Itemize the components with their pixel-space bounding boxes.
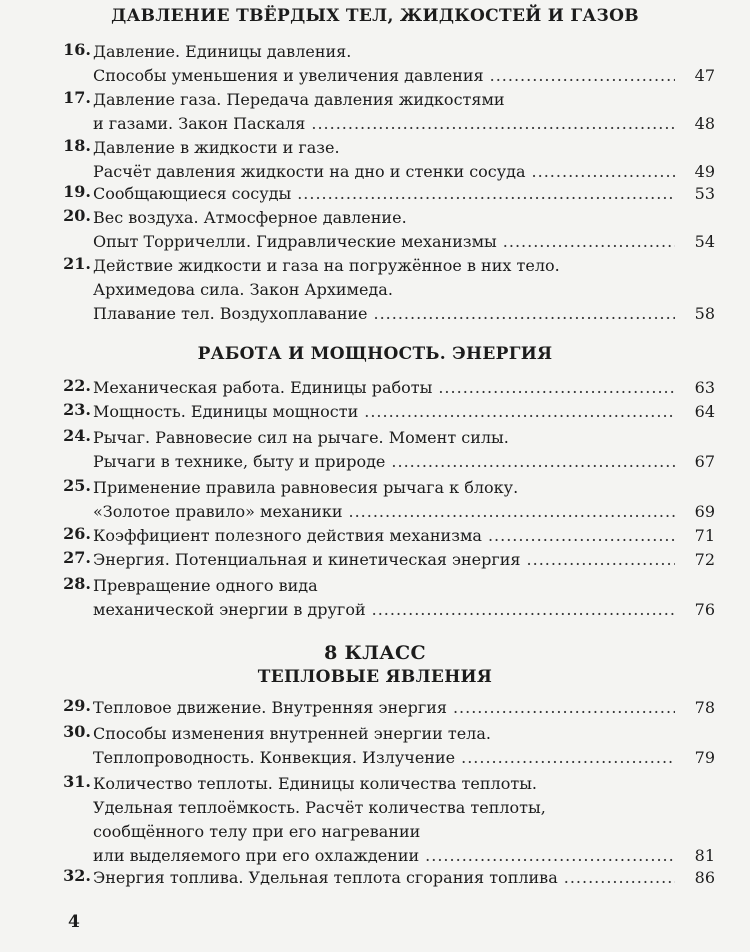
entry-text: Давление газа. Передача давления жидкостями	[93, 90, 505, 109]
entry-text: Способы уменьшения и увеличения давления	[93, 66, 484, 85]
entry-text: Расчёт давления жидкости на дно и стенки сосуда	[93, 162, 526, 181]
entry-text: Механическая работа. Единицы работы	[93, 378, 433, 397]
entry-number: 20.	[63, 206, 91, 225]
page-ref: 48	[694, 114, 715, 133]
page-ref: 79	[694, 748, 715, 767]
entry-text: или выделяемого при его охлаждении	[93, 846, 420, 865]
page-ref: 72	[694, 550, 715, 569]
entry-text: Мощность. Единицы мощности	[93, 402, 359, 421]
entry-number: 32.	[63, 866, 91, 885]
dot-leader	[564, 866, 675, 890]
entry-text: Рычаг. Равновесие сил на рычаге. Момент силы.	[93, 428, 509, 447]
page-ref: 53	[694, 184, 715, 203]
entry-number: 25.	[63, 476, 91, 495]
page-ref: 67	[694, 452, 715, 471]
entry-text: Плавание тел. Воздухоплавание	[93, 304, 368, 323]
entry-number: 19.	[63, 182, 91, 201]
dot-leader	[374, 302, 676, 326]
entry-text: механической энергии в другой	[93, 600, 366, 619]
dot-leader	[503, 230, 675, 254]
entry-text: сообщённого телу при его нагревании	[93, 822, 421, 841]
section-title: ДАВЛЕНИЕ ТВЁРДЫХ ТЕЛ, ЖИДКОСТЕЙ И ГАЗОВ	[111, 6, 639, 26]
entry-text: Количество теплоты. Единицы количества теплоты.	[93, 774, 538, 793]
entry-text: Архимедова сила. Закон Архимеда.	[93, 280, 393, 299]
dot-leader	[391, 450, 675, 474]
page-ref: 49	[694, 162, 715, 181]
dot-leader	[488, 524, 675, 548]
page-ref: 69	[694, 502, 715, 521]
entry-text: Удельная теплоёмкость. Расчёт количества теплоты,	[93, 798, 546, 817]
page-ref: 76	[694, 600, 715, 619]
page-ref: 58	[694, 304, 715, 323]
entry-number: 30.	[63, 722, 91, 741]
entry-text: Опыт Торричелли. Гидравлические механизмы	[93, 232, 497, 251]
entry-number: 28.	[63, 574, 91, 593]
dot-leader	[348, 500, 675, 524]
entry-text: Превращение одного вида	[93, 576, 318, 595]
entry-text: и газами. Закон Паскаля	[93, 114, 306, 133]
dot-leader	[461, 746, 675, 770]
entry-number: 21.	[63, 254, 91, 273]
entry-text: Давление. Единицы давления.	[93, 42, 352, 61]
dot-leader	[297, 182, 675, 206]
page-ref: 81	[694, 846, 715, 865]
dot-leader	[453, 696, 675, 720]
dot-leader	[311, 112, 675, 136]
entry-number: 31.	[63, 772, 91, 791]
page-ref: 86	[694, 868, 715, 887]
entry-number: 27.	[63, 548, 91, 567]
entry-number: 24.	[63, 426, 91, 445]
dot-leader	[527, 548, 675, 572]
entry-text: Рычаги в технике, быту и природе	[93, 452, 386, 471]
entry-text: Вес воздуха. Атмосферное давление.	[93, 208, 407, 227]
entry-text: Тепловое движение. Внутренняя энергия	[93, 698, 447, 717]
page-ref: 54	[694, 232, 715, 251]
page-number: 4	[68, 912, 80, 932]
page-ref: 71	[694, 526, 715, 545]
page-ref: 78	[694, 698, 715, 717]
dot-leader	[372, 598, 675, 622]
dot-leader	[490, 64, 675, 88]
entry-text: Давление в жидкости и газе.	[93, 138, 340, 157]
entry-number: 23.	[63, 400, 91, 419]
entry-text: Действие жидкости и газа на погружённое в них тело.	[93, 256, 560, 275]
entry-text: Применение правила равновесия рычага к блоку.	[93, 478, 519, 497]
entry-number: 16.	[63, 40, 91, 59]
page-ref: 63	[694, 378, 715, 397]
entry-text: Энергия топлива. Удельная теплота сгорания топлива	[93, 868, 558, 887]
entry-number: 29.	[63, 696, 91, 715]
section-title: РАБОТА И МОЩНОСТЬ. ЭНЕРГИЯ	[197, 344, 553, 364]
entry-text: Коэффициент полезного действия механизма	[93, 526, 482, 545]
grade-title: 8 КЛАСС	[324, 642, 426, 664]
page-ref: 47	[694, 66, 715, 85]
entry-number: 18.	[63, 136, 91, 155]
entry-text: Сообщающиеся сосуды	[93, 184, 292, 203]
entry-number: 17.	[63, 88, 91, 107]
entry-number: 26.	[63, 524, 91, 543]
entry-text: Способы изменения внутренней энергии тела.	[93, 724, 491, 743]
dot-leader	[364, 400, 675, 424]
entry-text: «Золотое правило» механики	[93, 502, 343, 521]
section-title: ТЕПЛОВЫЕ ЯВЛЕНИЯ	[257, 667, 493, 687]
entry-text: Теплопроводность. Конвекция. Излучение	[93, 748, 456, 767]
page-ref: 64	[694, 402, 715, 421]
dot-leader	[425, 844, 675, 868]
entry-text: Энергия. Потенциальная и кинетическая энергия	[93, 550, 521, 569]
dot-leader	[532, 160, 675, 184]
dot-leader	[438, 376, 675, 400]
entry-number: 22.	[63, 376, 91, 395]
